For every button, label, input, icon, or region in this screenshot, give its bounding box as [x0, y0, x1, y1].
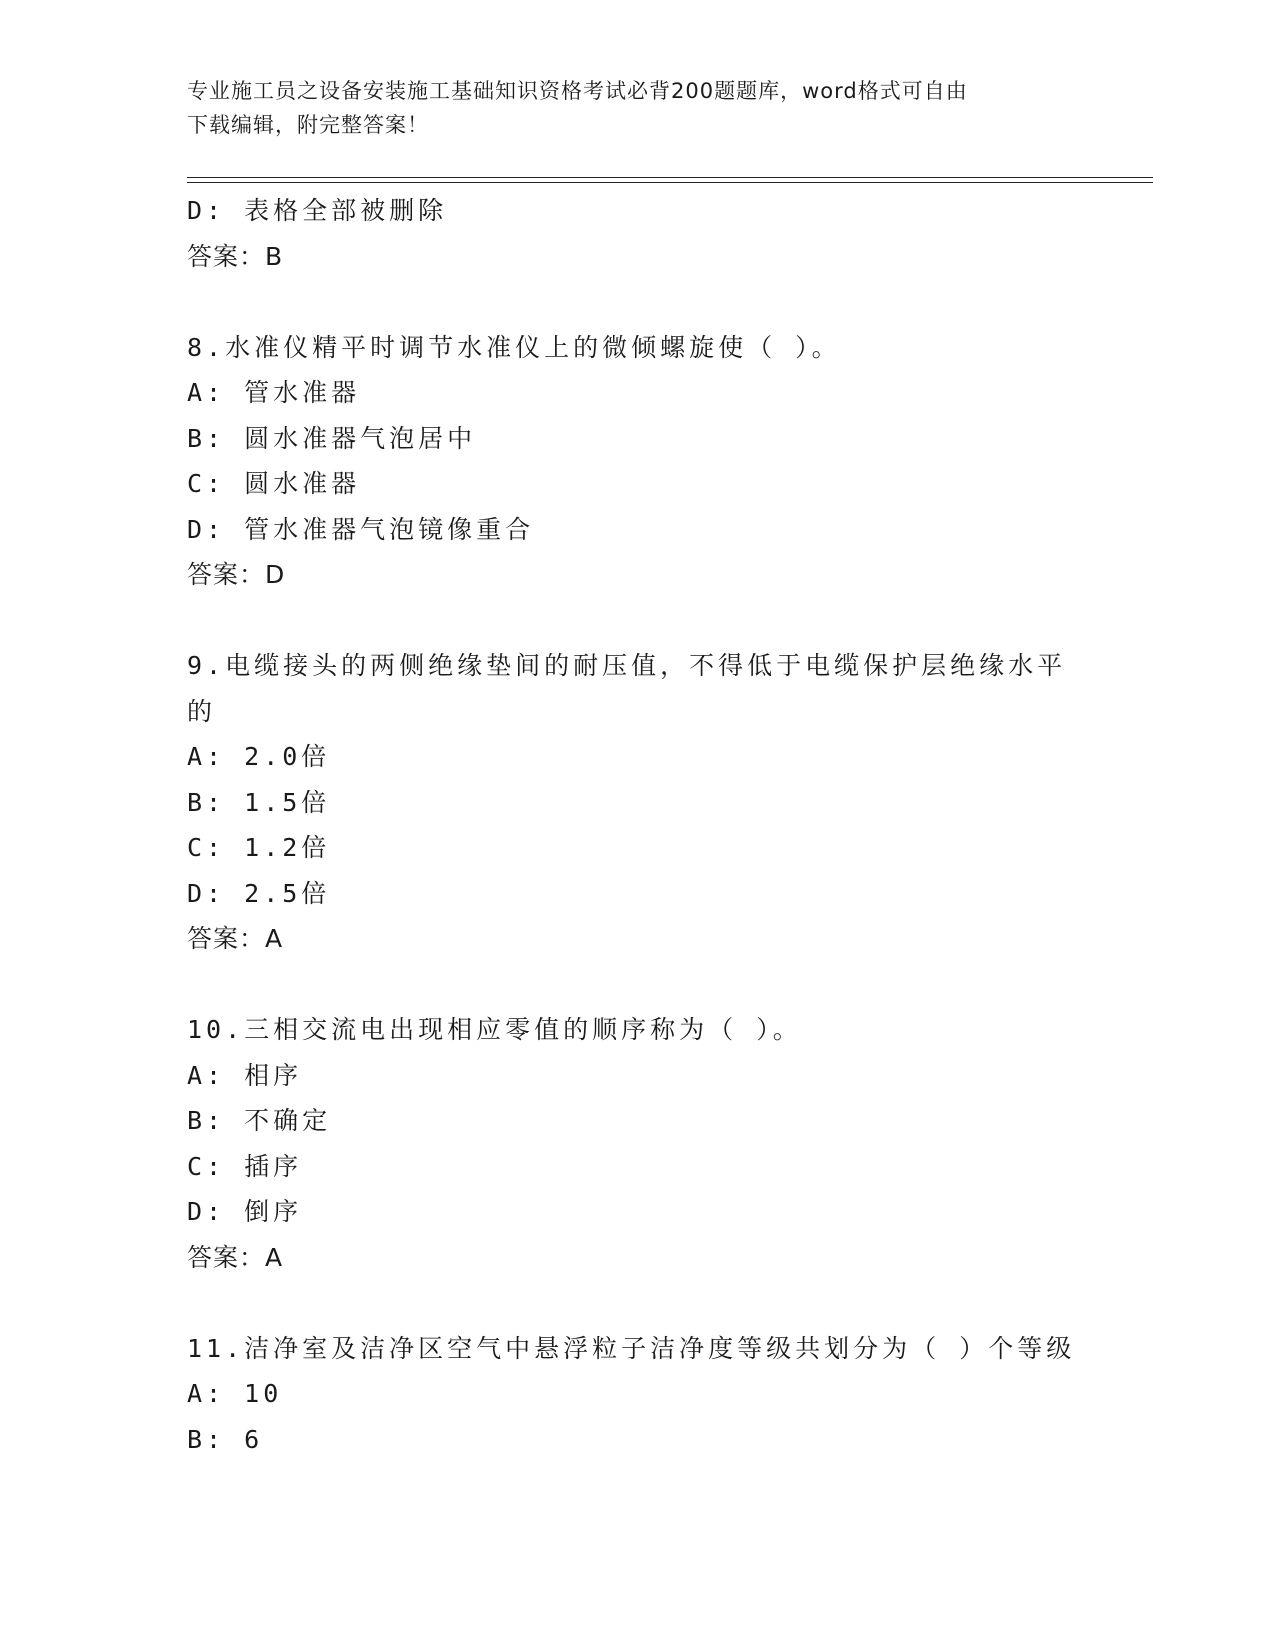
q8-answer: 答案：D	[187, 560, 286, 589]
q8-option-a: A: 管水准器	[187, 378, 361, 407]
q9-option-c: C: 1.2倍	[187, 833, 331, 862]
question-list	[187, 188, 1087, 1462]
spacer	[187, 598, 1087, 644]
q9-option-b: B: 1.5倍	[187, 787, 331, 817]
q9-option-d: D: 2.5倍	[187, 878, 331, 908]
spacer	[187, 962, 1087, 1008]
q11-option-a: A: 10	[187, 1379, 283, 1408]
spacer	[187, 1280, 1087, 1326]
q11-option-b: B: 6	[187, 1424, 264, 1454]
q9-stem-line-2: 的	[187, 696, 217, 726]
spacer	[187, 279, 1087, 325]
q10-option-a: A: 相序	[187, 1060, 303, 1090]
header-divider-top	[187, 177, 1153, 178]
header-divider-bottom	[187, 182, 1153, 183]
q10-option-d: D: 倒序	[187, 1197, 303, 1226]
q11-stem: 11.洁净室及洁净区空气中悬浮粒子洁净度等级共划分为（ ）个等级	[187, 1333, 1076, 1363]
q9-option-a: A: 2.0倍	[187, 742, 331, 771]
q9-stem-line-1: 9.电缆接头的两侧绝缘垫间的耐压值，不得低于电缆保护层绝缘水平	[187, 651, 1067, 680]
header-line-2: 下载编辑，附完整答案！	[187, 113, 429, 137]
prev-option-d: D: 表格全部被删除	[187, 196, 448, 225]
q10-option-b: B: 不确定	[187, 1106, 332, 1135]
q9-answer: 答案：A	[187, 924, 284, 953]
q8-stem: 8.水准仪精平时调节水准仪上的微倾螺旋使（ ）。	[187, 332, 841, 362]
q10-stem: 10.三相交流电出现相应零值的顺序称为（ ）。	[187, 1015, 802, 1044]
q10-answer: 答案：A	[187, 1242, 284, 1272]
document-header	[187, 74, 1067, 142]
q8-option-c: C: 圆水准器	[187, 469, 361, 498]
q8-option-b: B: 圆水准器气泡居中	[187, 423, 477, 453]
prev-answer: 答案：B	[187, 241, 284, 271]
header-line-1: 专业施工员之设备安装施工基础知识资格考试必背200题题库，word格式可自由	[187, 79, 968, 103]
q10-option-c: C: 插序	[187, 1151, 303, 1181]
q8-option-d: D: 管水准器气泡镜像重合	[187, 514, 535, 544]
